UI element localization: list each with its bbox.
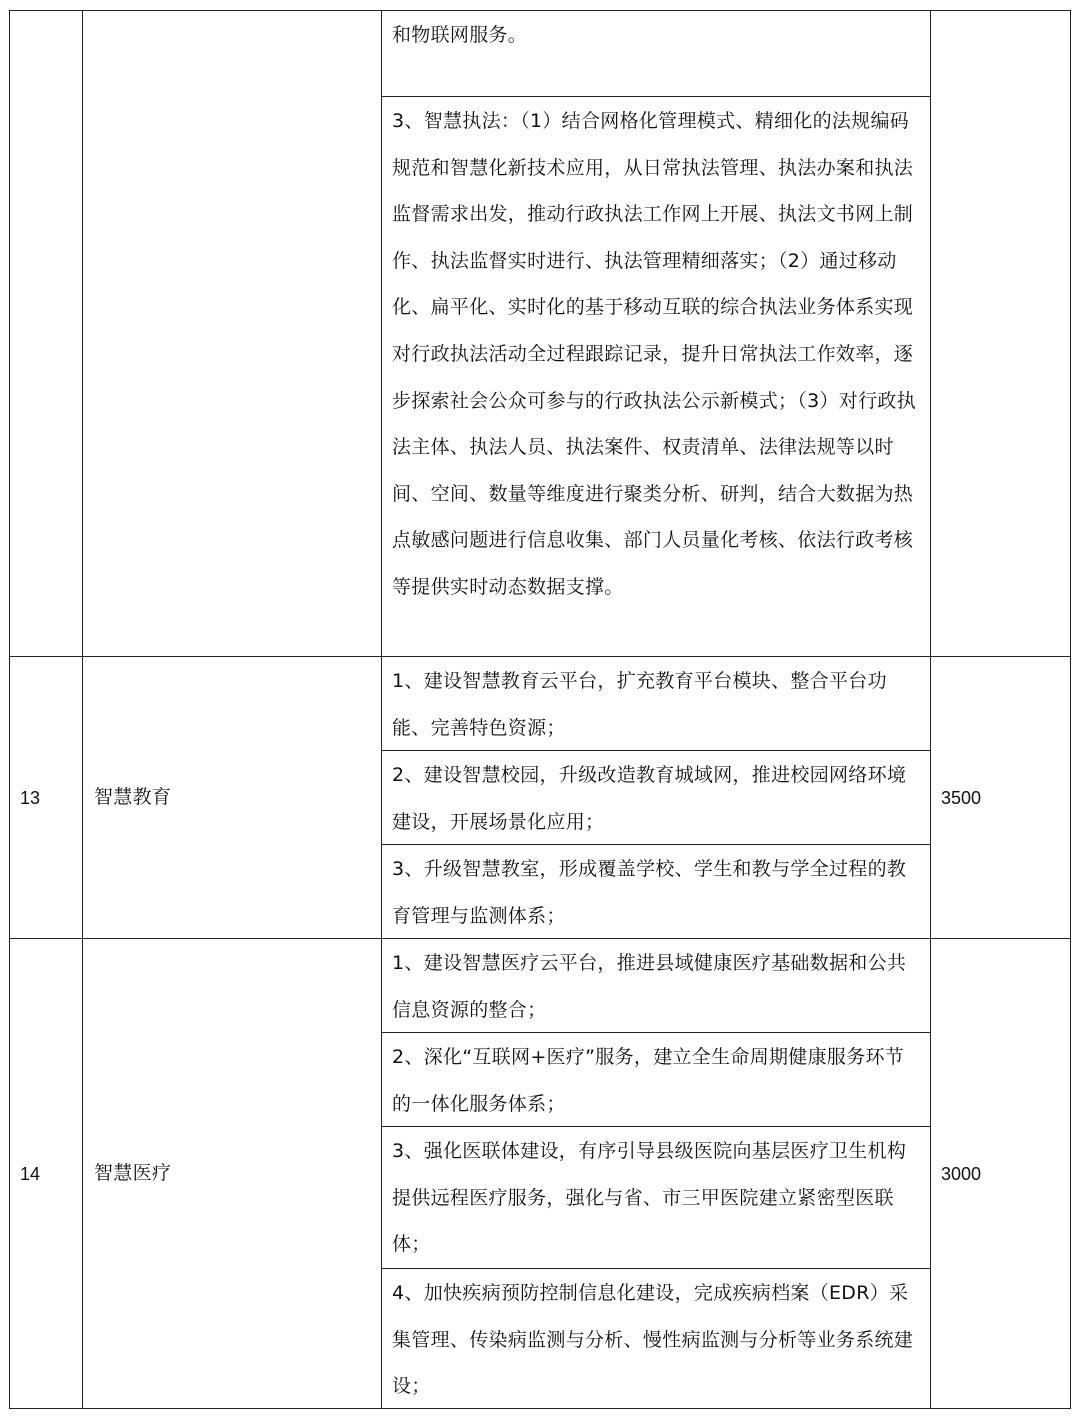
- content-item: 1、建设智慧医疗云平台，推进县域健康医疗基础数据和公共信息资源的整合；: [392, 952, 907, 1021]
- project-name: 智慧教育: [94, 786, 172, 808]
- investment-amount: 3500: [941, 788, 982, 808]
- row-number: 13: [20, 788, 41, 808]
- content-item: 1、建设智慧教育云平台，扩充教育平台模块、整合平台功能、完善特色资源；: [392, 670, 887, 739]
- content-item: 2、建设智慧校园，升级改造教育城域网，推进校园网络环境建设，开展场景化应用；: [392, 764, 907, 833]
- content-divider: [381, 96, 931, 97]
- column-divider-content: [930, 10, 931, 1409]
- content-item: 和物联网服务。: [392, 24, 528, 46]
- content-item: 3、强化医联体建设，有序引导县级医院向基层医疗卫生机构提供远程医疗服务，强化与省、市三甲医院建立紧密型医联体；: [392, 1140, 907, 1256]
- content-divider: [381, 1268, 931, 1269]
- content-item: 4、加快疾病预防控制信息化建设，完成疾病档案（EDR）采集管理、传染病监测与分析、慢性病监测与分析等业务系统建设；: [392, 1282, 914, 1398]
- row-number: 14: [20, 1164, 41, 1184]
- table-border-left: [9, 10, 10, 1409]
- investment-amount: 3000: [941, 1164, 982, 1184]
- table-border-right: [1070, 10, 1071, 1409]
- content-item: 3、智慧执法：（1）结合网格化管理模式、精细化的法规编码规范和智慧化新技术应用，从日常执法管理、执法办案和执法监督需求出发，推动行政执法工作网上开展、执法文书网上制作、执法监督实时进行、执法管理精细落实；（2）通过移动化、扁平化、实时化的基于移动互联的综合执法业务体系实现对行政执法活动全过程跟踪记录，提升日常执法工作效率，逐步探索社会公众可参与的行政执法公示新模式；（3）对行政执法主体、执法人员、执法案件、权责清单、法律法规等以时间、空间、数量等维度进行聚类分析、研判，结合大数据为热点敏感问题进行信息收集、部门人员量化考核、依法行政考核等提供实时动态数据支撑。: [392, 110, 916, 598]
- row-divider-13: [9, 656, 1071, 657]
- project-name: 智慧医疗: [94, 1162, 172, 1184]
- content-item: 2、深化“互联网+医疗”服务，建立全生命周期健康服务环节的一体化服务体系；: [392, 1046, 905, 1115]
- column-divider-name: [381, 10, 382, 1409]
- content-item: 3、升级智慧教室，形成覆盖学校、学生和教与学全过程的教育管理与监测体系；: [392, 858, 907, 927]
- table-border-top: [9, 10, 1071, 11]
- column-divider-number: [82, 10, 83, 1409]
